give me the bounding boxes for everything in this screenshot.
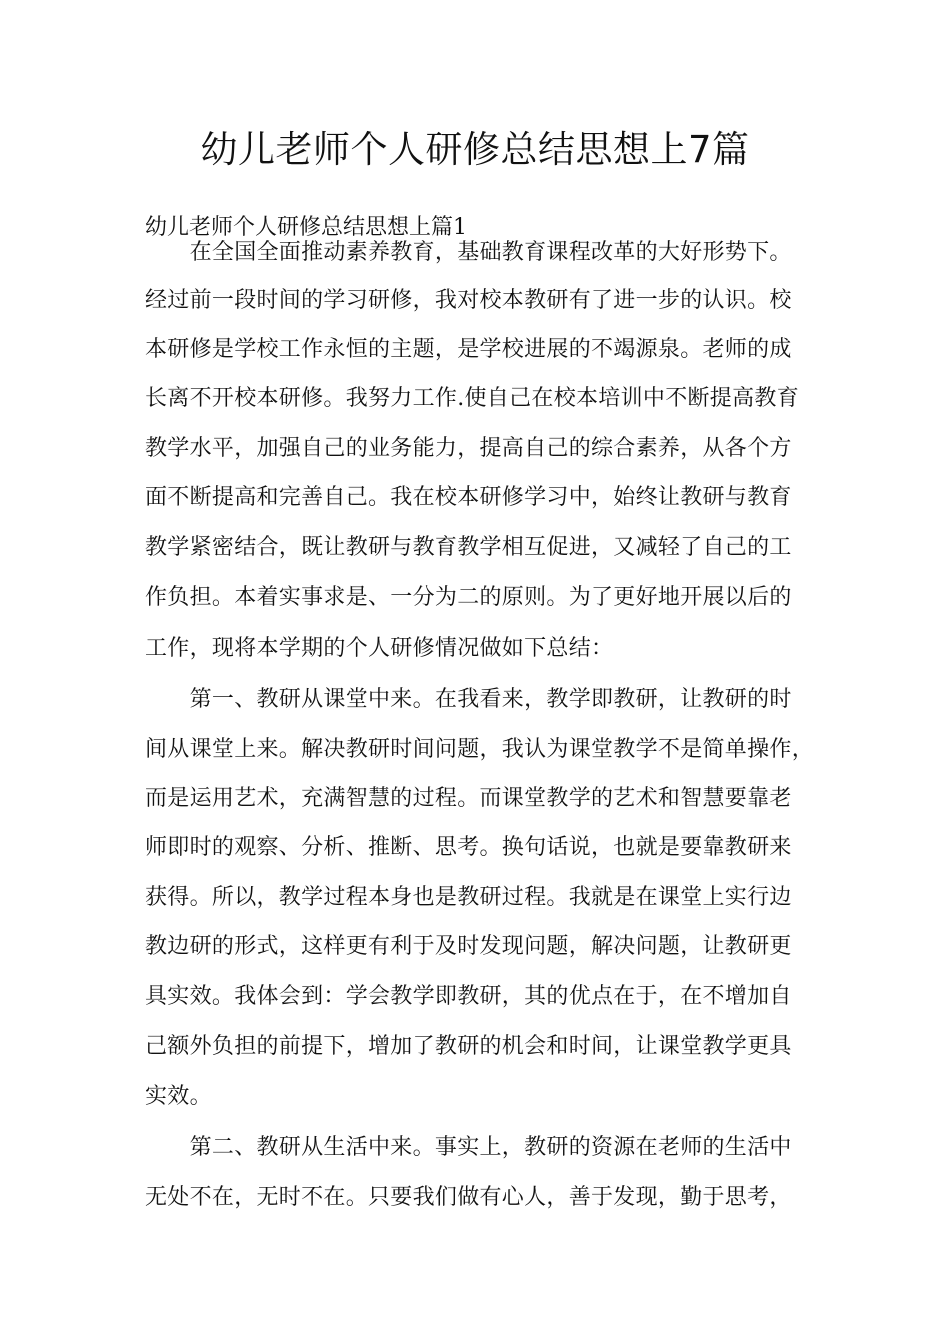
body-line: 间从课堂上来。解决教研时间问题，我认为课堂教学不是简单操作，	[145, 737, 815, 762]
body-line: 获得。所以，教学过程本身也是教研过程。我就是在课堂上实行边	[145, 885, 792, 910]
body-line: 在全国全面推动素养教育，基础教育课程改革的大好形势下。	[145, 240, 792, 265]
section-heading: 幼儿老师个人研修总结思想上篇1	[145, 215, 467, 240]
body-line: 第二、教研从生活中来。事实上，教研的资源在老师的生活中	[145, 1135, 792, 1160]
body-line: 本研修是学校工作永恒的主题，是学校进展的不竭源泉。老师的成	[145, 337, 792, 362]
body-line: 教学紧密结合，既让教研与教育教学相互促进，又减轻了自己的工	[145, 535, 792, 560]
body-line: 面不断提高和完善自己。我在校本研修学习中，始终让教研与教育	[145, 485, 792, 510]
document-title: 幼儿老师个人研修总结思想上7篇	[200, 128, 750, 171]
body-line: 实效。	[145, 1084, 212, 1109]
body-line: 第一、教研从课堂中来。在我看来，教学即教研，让教研的时	[145, 687, 792, 712]
body-line: 己额外负担的前提下，增加了教研的机会和时间，让课堂教学更具	[145, 1034, 792, 1059]
body-line: 工作，现将本学期的个人研修情况做如下总结：	[145, 636, 614, 661]
body-line: 教学水平，加强自己的业务能力，提高自己的综合素养，从各个方	[145, 436, 792, 461]
body-line: 经过前一段时间的学习研修，我对校本教研有了进一步的认识。校	[145, 288, 792, 313]
body-line: 作负担。本着实事求是、一分为二的原则。为了更好地开展以后的	[145, 585, 792, 610]
body-line: 而是运用艺术，充满智慧的过程。而课堂教学的艺术和智慧要靠老	[145, 786, 792, 811]
body-line: 具实效。我体会到：学会教学即教研，其的优点在于，在不增加自	[145, 984, 792, 1009]
body-line: 长离不开校本研修。我努力工作.使自己在校本培训中不断提高教育	[145, 386, 799, 411]
body-line: 无处不在，无时不在。只要我们做有心人，善于发现，勤于思考，	[145, 1185, 792, 1210]
body-line: 师即时的观察、分析、推断、思考。换句话说，也就是要靠教研来	[145, 835, 792, 860]
body-line: 教边研的形式，这样更有利于及时发现问题，解决问题，让教研更	[145, 934, 792, 959]
